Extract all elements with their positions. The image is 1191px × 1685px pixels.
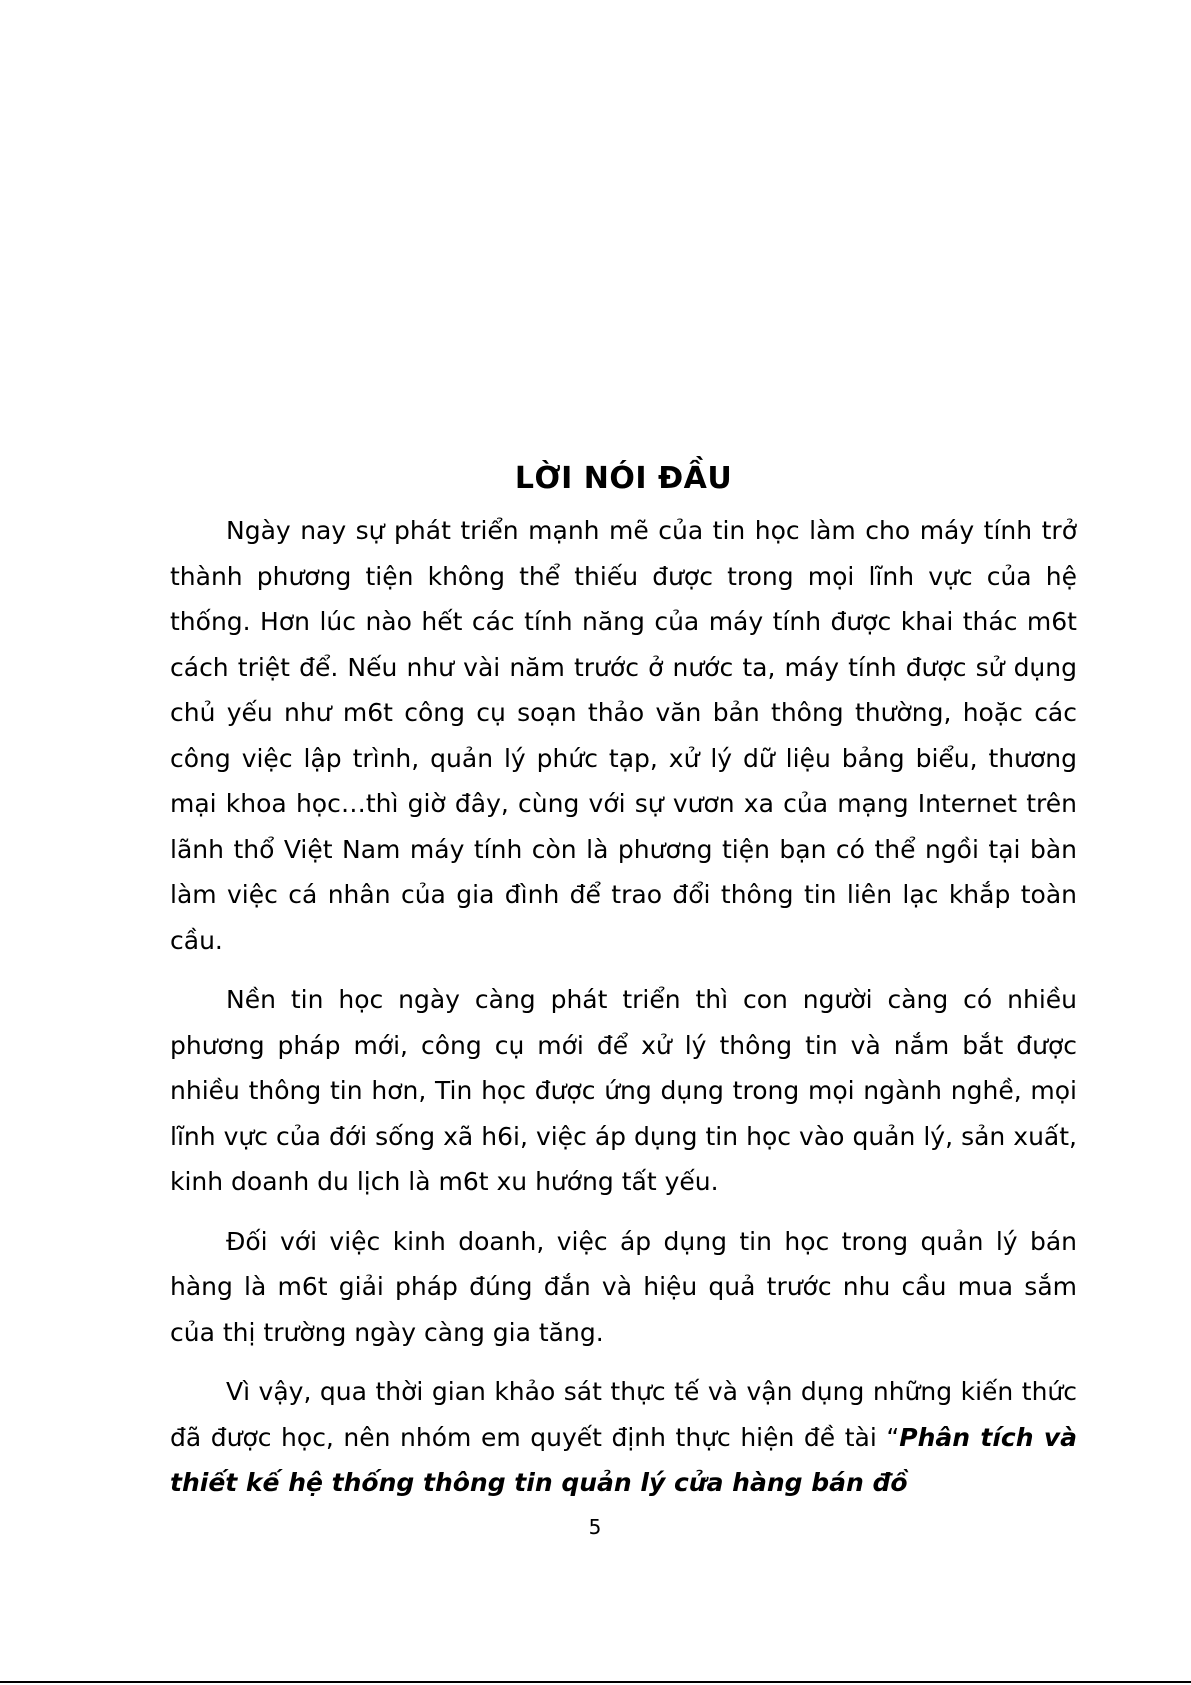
body-text: [170, 508, 1077, 1506]
paragraph-4-text: Vì vậy, qua thời gian khảo sát thực tế và vận dụng những kiến thức đã được học, nên nhóm em quyết định thực hiện đề tài “: [170, 1377, 1077, 1452]
project-title-emphasis: Phân tích và thiết kế hệ thống thông tin quản lý cửa hàng bán đồ: [170, 1422, 1078, 1497]
paragraph-4: [170, 1369, 1077, 1506]
bottom-divider: [0, 1681, 1191, 1683]
page-title: LỜI NÓI ĐẦU: [514, 461, 733, 496]
paragraph-3: Đối với việc kinh doanh, việc áp dụng tin học trong quản lý bán hàng là m6t giải pháp đúng đắn và hiệu quả trước nhu cầu mua sắm của thị trường ngày càng gia tăng.: [170, 1226, 1077, 1347]
paragraph-2: Nền tin học ngày càng phát triển thì con người càng có nhiều phương pháp mới, công cụ mới để xử lý thông tin và nắm bắt được nhiều thông tin hơn, Tin học được ứng dụng trong mọi ngành nghề, mọi lĩnh vực của đới sống xã h6i, việc áp dụng tin học vào quản lý, sản xuất, kinh doanh du lịch là m6t xu hướng tất yếu.: [170, 985, 1077, 1196]
paragraph-1: Ngày nay sự phát triển mạnh mẽ của tin học làm cho máy tính trở thành phương tiện không thể thiếu được trong mọi lĩnh vực của hệ thống. Hơn lúc nào hết các tính năng của máy tính được khai thác m6t cách triệt để. Nếu như vài năm trước ở nước ta, máy tính được sử dụng chủ yếu như m6t công cụ soạn thảo văn bản thông thường, hoặc các công việc lập trình, quản lý phức tạp, xử lý dữ liệu bảng biểu, thương mại khoa học…thì giờ đây, cùng với sự vươn xa của mạng Internet trên lãnh thổ Việt Nam máy tính còn là phương tiện bạn có thể ngồi tại bàn làm việc cá nhân của gia đình để trao đổi thông tin liên lạc khắp toàn cầu.: [170, 516, 1077, 955]
page-number: 5: [588, 1515, 602, 1539]
